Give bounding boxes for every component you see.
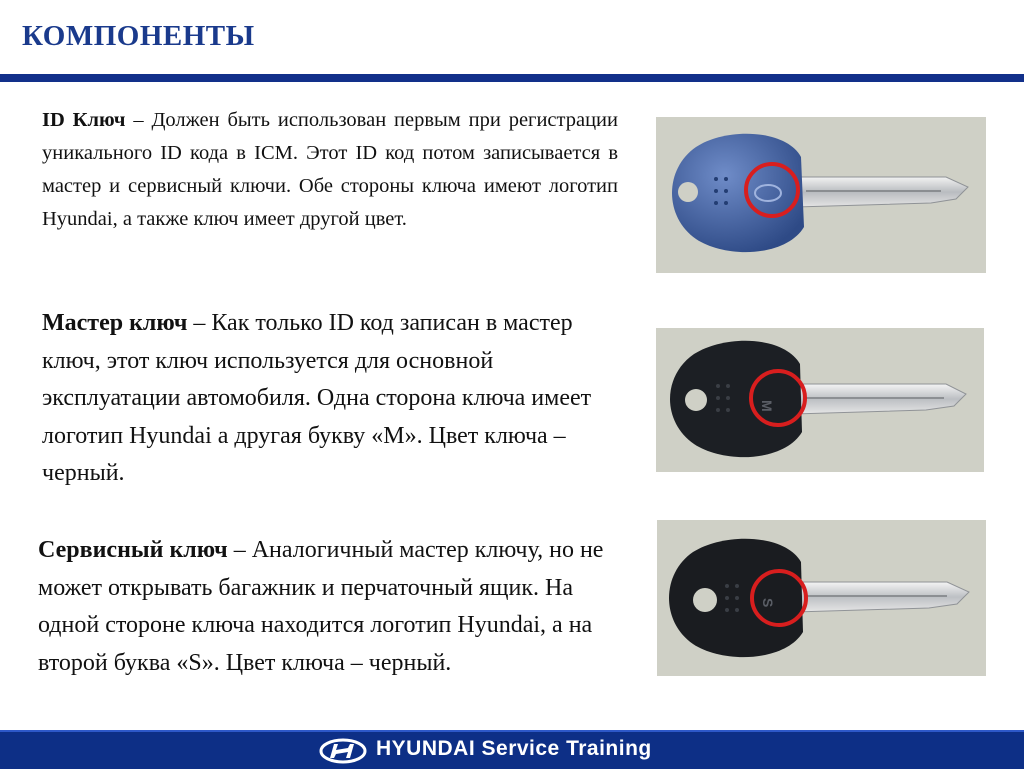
black-master-key-photo: [656, 328, 984, 472]
service-key-photo: [657, 520, 986, 676]
service-key-section: [38, 532, 638, 682]
svg-text:S: S: [760, 598, 776, 608]
master-key-photo: [656, 328, 984, 472]
id-key-section: [42, 104, 618, 236]
master-key-section: [42, 305, 602, 493]
master-key-term: Мастер ключ: [42, 310, 188, 336]
id-key-photo: [656, 117, 986, 273]
black-service-key-photo: [657, 520, 986, 676]
id-key-term: ID Ключ: [42, 109, 126, 131]
footer-brand-text: HYUNDAI Service Training: [376, 737, 652, 760]
page-title: КОМПОНЕНТЫ: [22, 20, 255, 52]
hyundai-logo-icon: [318, 738, 368, 764]
title-divider: [0, 74, 1024, 82]
service-key-term: Сервисный ключ: [38, 537, 228, 563]
blue-id-key-photo: [656, 117, 986, 273]
svg-text:M: M: [759, 400, 775, 412]
master-key-description: – Как только ID код записан в мастер ключ, этот ключ используется для основной эксплуатации автомобиля. Одна сторона ключа имеет логотип Hyundai а другая букву «М». Цвет ключа – черный.: [42, 310, 592, 486]
service-key-description: – Аналогичный мастер ключу, но не может открывать багажник и перчаточный ящик. На одной стороне ключа находится логотип Hyundai, а на второй буква «S». Цвет ключа – черный.: [38, 537, 604, 676]
id-key-description: – Должен быть использован первым при регистрации уникального ID кода в ICM. Этот ID код потом записывается в мастер и сервисный ключи. Обе стороны ключа имеют логотип Hyundai, а также ключ имеет другой цвет.: [42, 109, 618, 230]
footer-bar: [0, 730, 1024, 769]
